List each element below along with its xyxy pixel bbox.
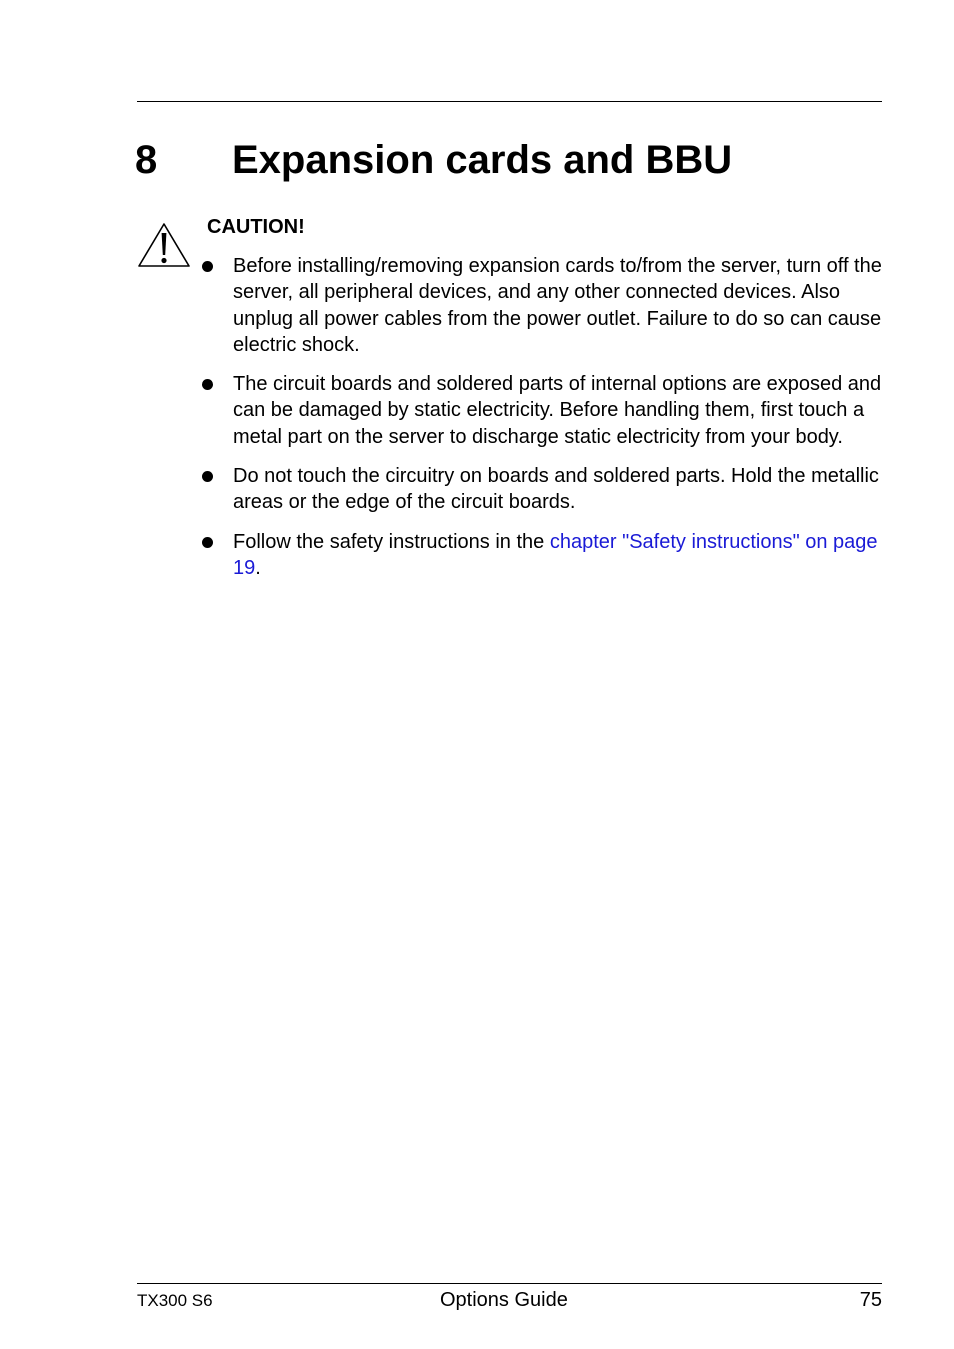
caution-triangle-icon (137, 222, 191, 268)
list-item-text-end: . (255, 556, 261, 579)
chapter-number: 8 (135, 138, 158, 182)
page-number: 75 (859, 1289, 882, 1311)
footer-rule (137, 1283, 882, 1284)
bullet-icon (202, 471, 213, 482)
caution-list (199, 253, 883, 581)
bullet-icon (202, 537, 213, 548)
list-item (199, 463, 883, 516)
bullet-icon (202, 379, 213, 390)
bullet-icon (202, 261, 213, 272)
chapter-title: Expansion cards and BBU (232, 138, 733, 182)
caution-label: CAUTION! (207, 216, 305, 238)
list-item (199, 529, 883, 582)
list-item-text: The circuit boards and soldered parts of internal options are exposed and can be damaged by static electricity. Before handling them, first touch a metal part on the server to discharge static electricity from your body. (233, 373, 882, 448)
footer-title: Options Guide (440, 1289, 568, 1311)
list-item (199, 371, 883, 450)
safety-instructions-link[interactable]: chapter "Safety instructions" on page 19 (233, 530, 878, 579)
footer-product: TX300 S6 (137, 1291, 213, 1310)
header-rule (137, 101, 882, 102)
list-item (199, 253, 883, 358)
list-item-text: Follow the safety instructions in the (233, 530, 550, 553)
list-item-text: Do not touch the circuitry on boards and soldered parts. Hold the metallic areas or the edge of the circuit boards. (233, 465, 879, 514)
list-item-text: Before installing/removing expansion cards to/from the server, turn off the server, all peripheral devices, and any other connected devices. Also unplug all power cables from the power outlet. Failure to do so can cause electric shock. (233, 255, 882, 356)
